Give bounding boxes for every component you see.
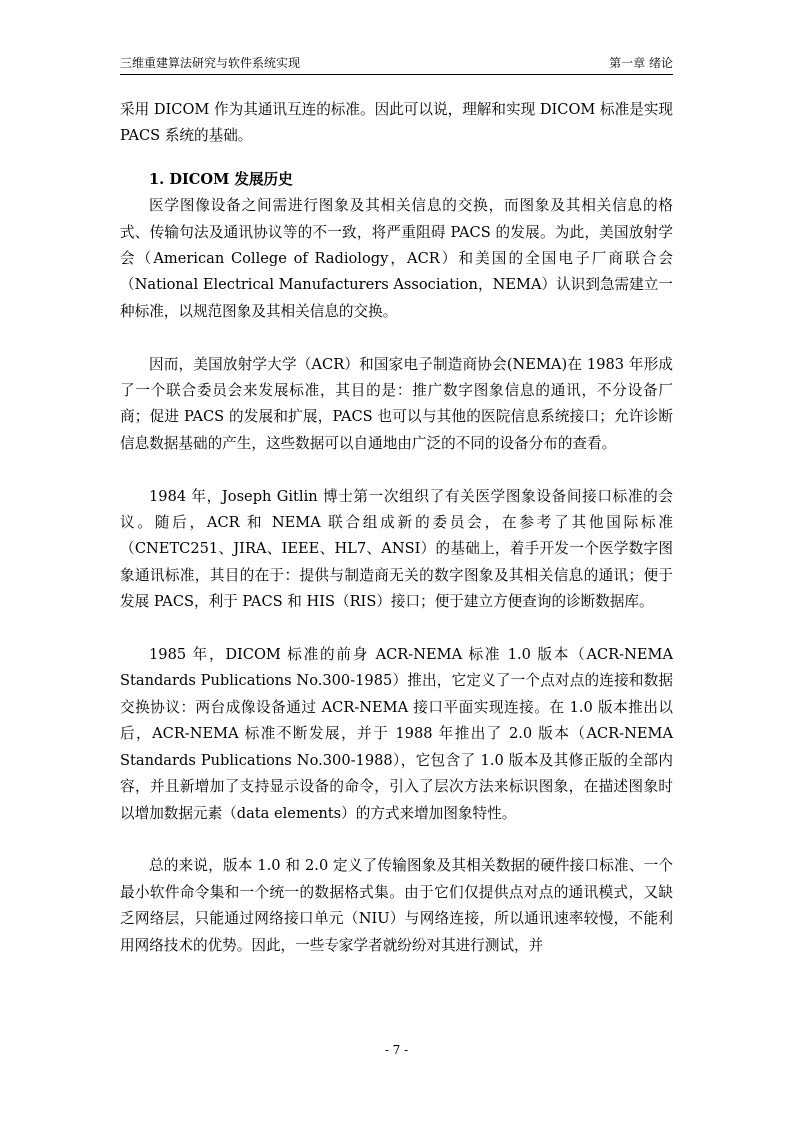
header-chapter-title: 第一章 绪论 [609, 56, 673, 70]
running-header [120, 55, 673, 75]
section-heading: 1. DICOM 发展历史 [149, 170, 293, 188]
paragraph: 因而，美国放射学大学（ACR）和国家电子制造商协会(NEMA)在 1983 年形成了一个联合委员会来发展标准，其目的是：推广数字图象信息的通讯，不分设备厂商；促进 PACS 的发展和扩展，PACS 也可以与其他的医院信息系统接口；允许诊断信息数据基础的产生，这些数据可以自通地由广泛的不同的设备分布的查看。 [120, 355, 673, 452]
paragraph: 总的来说，版本 1.0 和 2.0 定义了传输图象及其相关数据的硬件接口标准、一个最小软件命令集和一个统一的数据格式集。由于它们仅提供点对点的通讯模式，又缺乏网络层，只能通过网络接口单元（NIU）与网络连接，所以通讯速率较慢，不能利用网络技术的优势。因此，一些专家学者就纷纷对其进行测试，并 [120, 857, 673, 954]
paragraph: 医学图像设备之间需进行图象及其相关信息的交换，而图象及其相关信息的格式、传输句法及通讯协议等的不一致，将严重阻碍 PACS 的发展。为此，美国放射学会（American College of Radiology，ACR）和美国的全国电子厂商联合会（National Electrical Manufacturers Association，NEMA）认识到急需建立一种标准，以规范图象及其相关信息的交换。 [120, 197, 673, 320]
page-body [120, 97, 673, 959]
header-thesis-title: 三维重建算法研究与软件系统实现 [120, 56, 301, 70]
page-number: - 7 - [384, 1043, 409, 1057]
paragraph-continuation: 采用 DICOM 作为其通讯互连的标准。因此可以说，理解和实现 DICOM 标准是实现 PACS 系统的基础。 [120, 101, 673, 145]
paragraph: 1985 年，DICOM 标准的前身 ACR-NEMA 标准 1.0 版本（ACR-NEMA Standards Publications No.300-1985）推出，它定义了一个点对点的连接和数据交换协议：两台成像设备通过 ACR-NEMA 接口平面实现连接。在 1.0 版本推出以后，ACR-NEMA 标准不断发展，并于 1988 年推出了 2.0 版本（ACR-NEMA Standards Publications No.300-1988），它包含了 1.0 版本及其修正版的全部内容，并且新增加了支持显示设备的命令，引入了层次方法来标识图象，在描述图象时以增加数据元素（data elements）的方式来增加图象特性。 [120, 646, 673, 822]
paragraph: 1984 年，Joseph Gitlin 博士第一次组织了有关医学图象设备间接口标准的会议。随后，ACR 和 NEMA 联合组成新的委员会，在参考了其他国际标准（CNETC251、JIRA、IEEE、HL7、ANSI）的基础上，着手开发一个医学数字图象通讯标准，其目的在于：提供与制造商无关的数字图象及其相关信息的通讯；便于发展 PACS，利于 PACS 和 HIS（RIS）接口；便于建立方便查询的诊断数据库。 [120, 487, 673, 611]
header-divider [120, 74, 673, 75]
